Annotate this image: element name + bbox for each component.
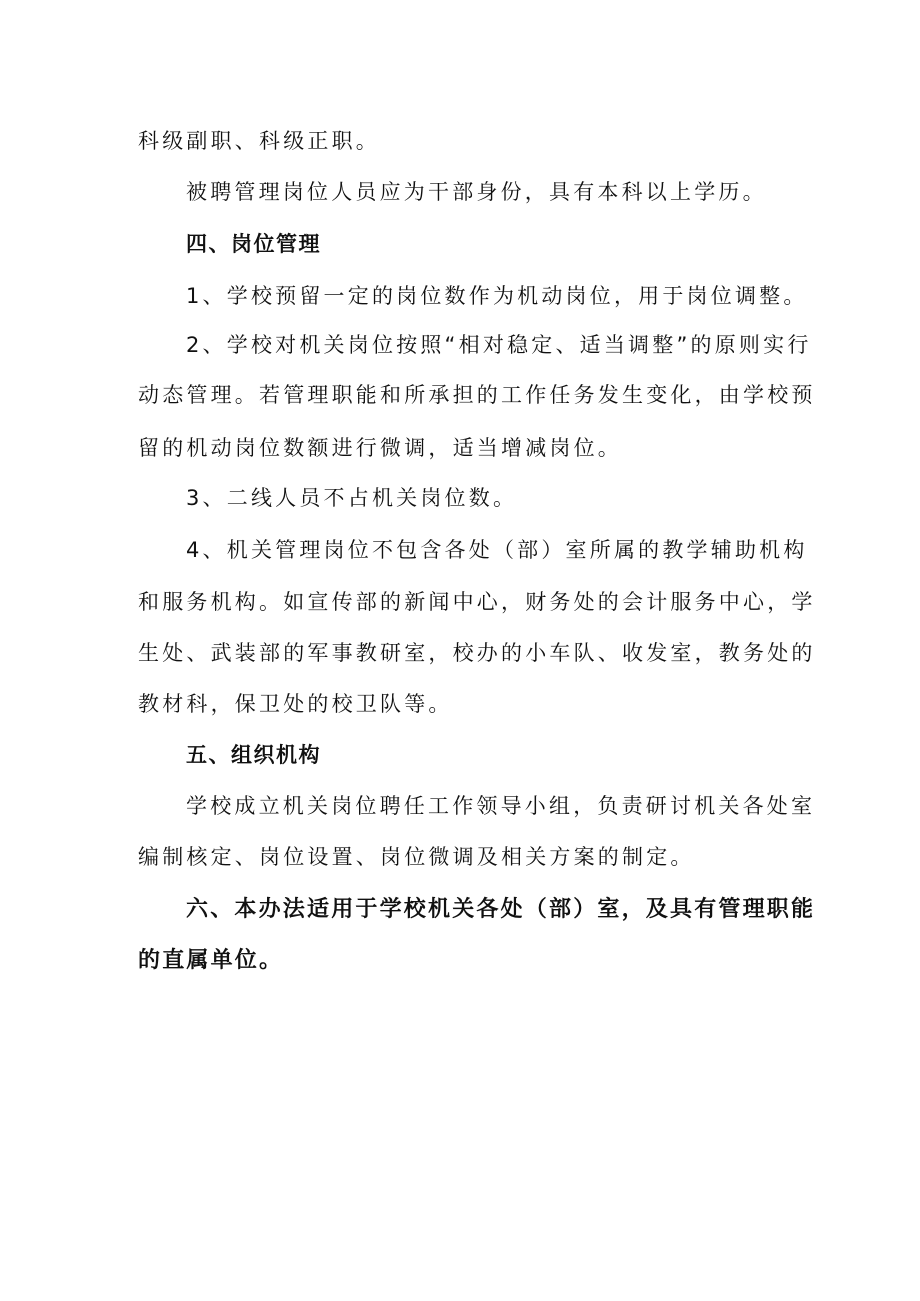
paragraph-line: 动态管理。若管理职能和所承担的工作任务发生变化，由学校预: [138, 383, 816, 407]
paragraph-line: 编制核定、岗位设置、岗位微调及相关方案的制定。: [138, 845, 695, 869]
section-heading-4: 四、岗位管理: [186, 232, 321, 256]
section-heading-6: 六、本办法适用于学校机关各处（部）室，及具有管理职能: [186, 897, 816, 922]
section-heading-5: 五、组织机构: [186, 743, 321, 767]
paragraph-line: 被聘管理岗位人员应为干部身份，具有本科以上学历。: [186, 180, 767, 204]
paragraph-line: 2、学校对机关岗位按照“相对稳定、适当调整”的原则实行: [186, 333, 812, 357]
paragraph-line: 学校成立机关岗位聘任工作领导小组，负责研讨机关各处室: [186, 794, 816, 818]
section-heading-6-continued: 的直属单位。: [138, 948, 284, 973]
paragraph-line: 3、二线人员不占机关岗位数。: [186, 486, 518, 510]
paragraph-line: 1、学校预留一定的岗位数作为机动岗位，用于岗位调整。: [186, 284, 808, 308]
paragraph-line: 教材科，保卫处的校卫队等。: [138, 692, 453, 716]
paragraph-line: 4、机关管理岗位不包含各处（部）室所属的教学辅助机构: [186, 538, 808, 562]
paragraph-line: 留的机动岗位数额进行微调，适当增减岗位。: [138, 436, 622, 460]
paragraph-line: 生处、武装部的军事教研室，校办的小车队、收发室，教务处的: [138, 641, 816, 665]
paragraph-line: 和服务机构。如宣传部的新闻中心，财务处的会计服务中心，学: [138, 590, 816, 614]
paragraph-line: 科级副职、科级正职。: [138, 129, 380, 153]
